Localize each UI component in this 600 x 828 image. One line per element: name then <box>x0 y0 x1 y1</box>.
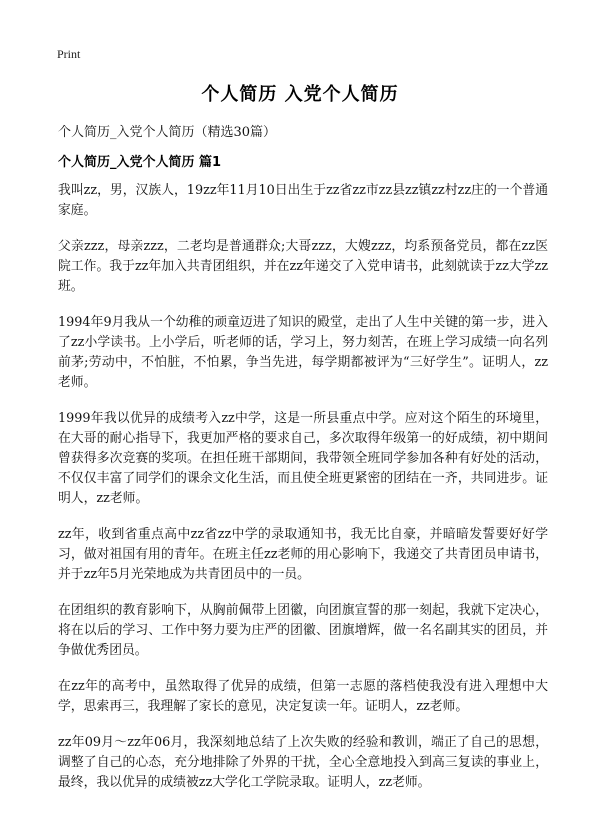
paragraph-league-oath: 在团组织的教育影响下，从胸前佩带上团徽，向团旗宣誓的那一刻起，我就下定决心，将在以后的学习、工作中努力要为庄严的团徽、团旗增辉，做一名名副其实的团员，并争做优秀团员。 <box>58 603 548 658</box>
document-subtitle: 个人简历_入党个人简历（精选30篇） <box>58 125 277 140</box>
paragraph-middle-school: 1999年我以优异的成绩考入zz中学，这是一所县重点中学。应对这个陌生的环境里，在大哥的耐心指导下，我更加严格的要求自己，多次取得年级第一的好成绩，初中期间曾获得多次竞赛的奖项。在担任班干部期间，我带领全班同学参加各种有好处的活动，不仅仅丰富了同学们的课余文化生活，而且使全班更紧密的团结在一齐，共同进步。证明人，zz老师。 <box>58 411 548 506</box>
paragraph-primary-school: 1994年9月我从一个幼稚的顽童迈进了知识的殿堂，走出了人生中关键的第一步，进入了zz小学读书。上小学后，听老师的话，学习上，努力刻苦，在班上学习成绩一向名列前茅;劳动中，不怕脏，不怕累，争当先进，每学期都被评为“三好学生”。证明人，zz老师。 <box>58 315 548 390</box>
paragraph-family: 父亲zzz，母亲zzz，二老均是普通群众;大哥zzz，大嫂zzz，均系预备党员，都在zz医院工作。我于zz年加入共青团组织，并在zz年递交了入党申请书，此刻就读于zz大学zz班。 <box>58 239 548 294</box>
paragraph-intro: 我叫zz，男，汉族人，19zz年11月10日出生于zz省zz市zz县zz镇zz村zz庄的一个普通家庭。 <box>58 183 548 218</box>
section-heading: 个人简历_入党个人简历 篇1 <box>58 155 222 170</box>
paragraph-high-school: zz年，收到省重点高中zz省zz中学的录取通知书，我无比自豪，并暗暗发誓要好好学习，做对祖国有用的青年。在班主任zz老师的用心影响下，我递交了共青团员申请书，并于zz年5月光荣地成为共青团员中的一员。 <box>58 527 548 582</box>
paragraph-repeat-year: zz年09月～zz年06月，我深刻地总结了上次失败的经验和教训，端正了自己的思想，调整了自己的心态，充分地排除了外界的干扰，全心全意地投入到高三复读的事业上，最终，我以优异的成绩被zz大学化工学院录取。证明人，zz老师。 <box>58 735 548 790</box>
page-title: 个人简历 入党个人简历 <box>201 84 399 105</box>
paragraph-entrance-exam: 在zz年的高考中，虽然取得了优异的成绩，但第一志愿的落档使我没有进入理想中大学，思索再三，我理解了家长的意见，决定复读一年。证明人，zz老师。 <box>58 679 548 714</box>
resume-body <box>58 181 548 809</box>
print-link[interactable]: Print <box>57 47 81 61</box>
